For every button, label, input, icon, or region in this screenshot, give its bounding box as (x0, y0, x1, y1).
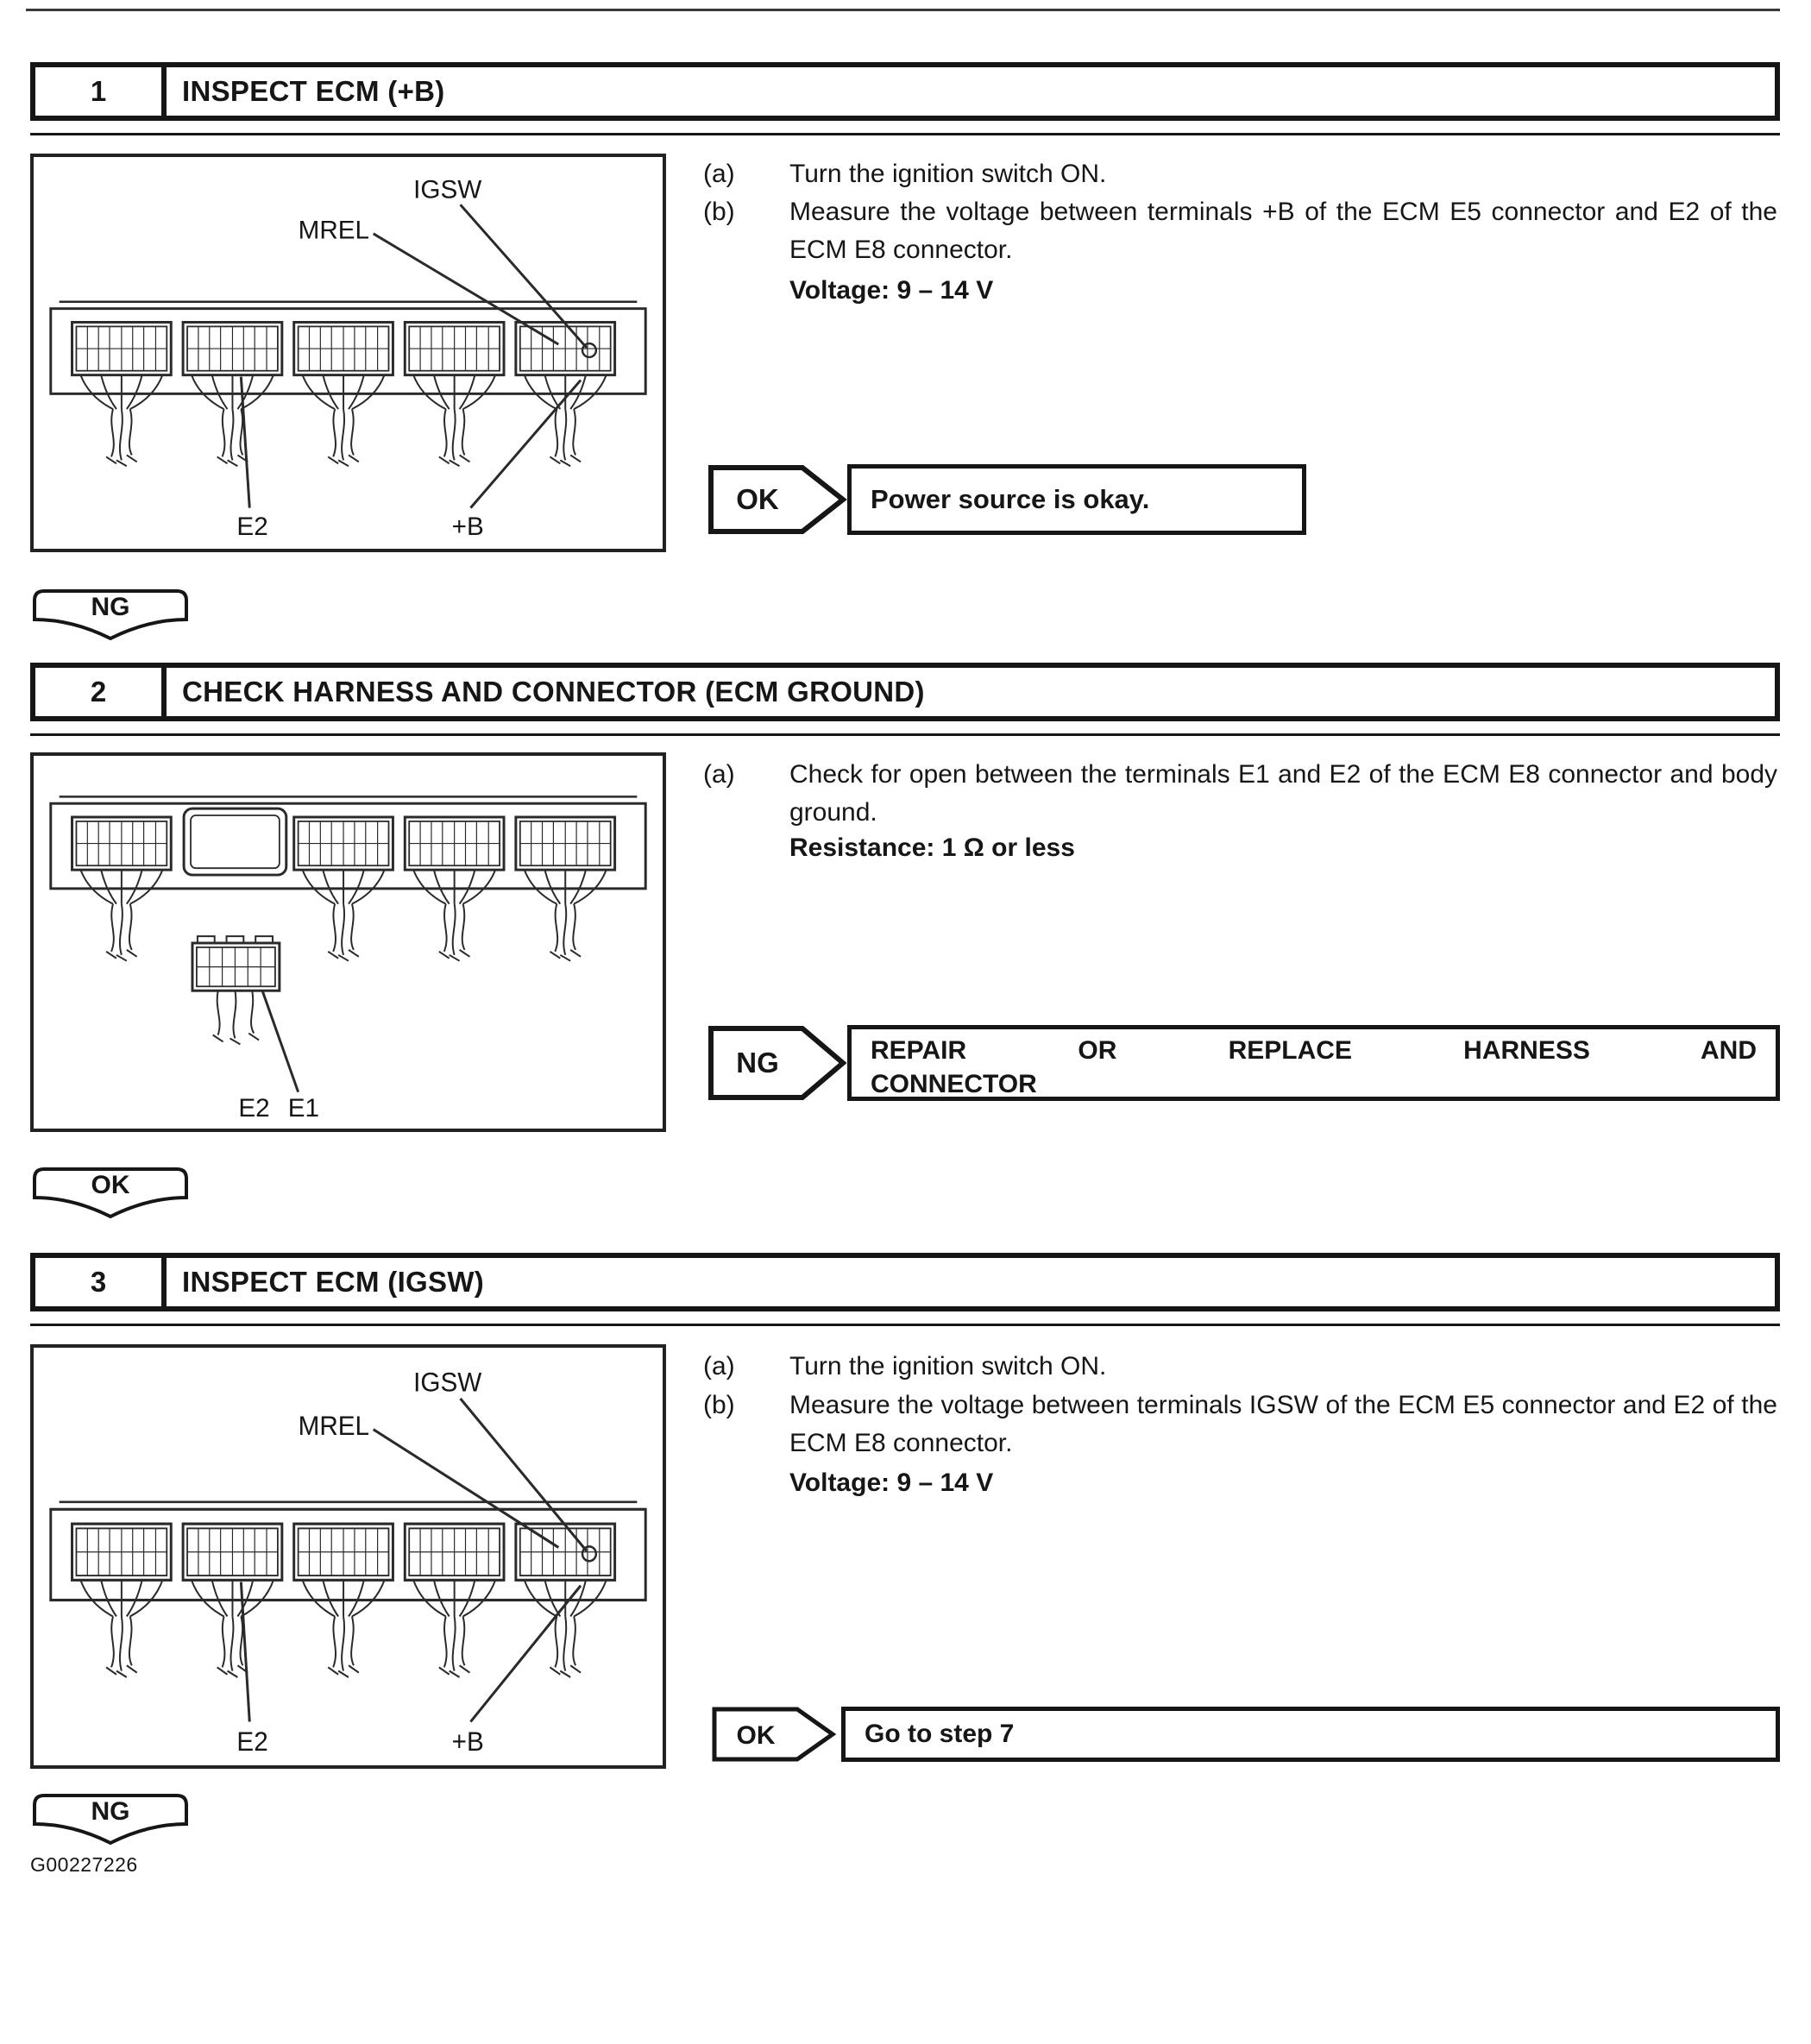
leader-line-e1 (262, 991, 299, 1091)
wire-bundle (303, 1580, 385, 1677)
wire-bundle (80, 1580, 162, 1677)
wire-bundle (413, 375, 495, 467)
page-top-rule (26, 9, 1780, 11)
header-underline (30, 733, 1780, 736)
step-title: INSPECT ECM (+B) (182, 75, 445, 107)
result-text-line: CONNECTOR (871, 1070, 1037, 1098)
connector-block (294, 817, 393, 870)
figure-box (30, 752, 666, 1132)
wire-bundle (80, 870, 162, 961)
e2-label: E2 (238, 1094, 270, 1123)
igsw-label: IGSW (413, 1367, 482, 1398)
figure-box (30, 154, 666, 552)
e2-label: E2 (236, 1726, 268, 1758)
wire-bundle (413, 1580, 495, 1677)
ecm-ground-figure (34, 756, 663, 1129)
wire-bundle (303, 870, 385, 961)
igsw-label: IGSW (413, 175, 482, 204)
instruction-text: Turn the ignition switch ON. (789, 1352, 1107, 1380)
connector-block (294, 322, 393, 374)
step-2-header (30, 663, 1780, 721)
result-text: Power source is okay. (871, 484, 1150, 514)
step-2-section (30, 663, 1780, 1253)
instruction-text: Measure the voltage between terminals IGSW of the ECM E5 connector and E2 of the ECM E8 connector. (789, 1391, 1777, 1457)
instruction-label: (a) (703, 760, 735, 789)
instruction-label: (a) (703, 1352, 735, 1380)
plus-b-label: +B (451, 1726, 484, 1758)
ok-flow-badge (30, 1167, 191, 1223)
instruction-text: Measure the voltage between terminals +B of the ECM E5 connector and E2 of the ECM E8 connector. (789, 198, 1777, 264)
step-1-header (30, 62, 1780, 121)
spec-text: Resistance: 1 Ω or less (789, 833, 1075, 862)
connector-block (294, 1524, 393, 1580)
ng-flow-badge (30, 588, 191, 645)
e8-sub-connector (192, 936, 280, 1044)
ok-arrow-label: OK (736, 1721, 776, 1750)
result-box (841, 1707, 1780, 1762)
empty-connector-slot (184, 808, 286, 875)
result-text: Go to step 7 (865, 1720, 1015, 1748)
step-3-header (30, 1253, 1780, 1311)
mrel-label: MREL (298, 216, 370, 245)
connector-block (405, 1524, 504, 1580)
instruction-text: Check for open between the terminals E1 and E2 of the ECM E8 connector and body ground. (789, 760, 1777, 827)
wire-bundle (192, 1580, 274, 1677)
instruction-text: Turn the ignition switch ON. (789, 160, 1107, 188)
step-number: 2 (35, 668, 167, 716)
result-box (847, 1025, 1780, 1101)
result-box (847, 464, 1306, 535)
wire-bundle (525, 375, 607, 467)
wire-bundle (192, 375, 274, 467)
step-title: INSPECT ECM (IGSW) (182, 1266, 485, 1298)
ng-flow-badge (30, 1793, 191, 1850)
result-text-line: REPAIR OR REPLACE HARNESS AND (871, 1036, 1757, 1065)
plus-b-label: +B (451, 513, 484, 542)
ng-flow-label: NG (91, 1797, 130, 1826)
connector-block (405, 322, 504, 374)
ng-arrow-label: NG (736, 1047, 779, 1079)
connector-block (516, 817, 615, 870)
connector-block (72, 322, 172, 374)
spec-text: Voltage: 9 – 14 V (789, 1469, 994, 1497)
connector-block (183, 1524, 282, 1580)
e2-label: E2 (236, 513, 268, 542)
instruction-label: (a) (703, 160, 735, 188)
ecm-connector-figure (34, 157, 663, 549)
wire-bundle (413, 870, 495, 961)
ecm-connector-figure (34, 1348, 663, 1765)
step-number: 3 (35, 1258, 167, 1306)
connector-block (72, 1524, 172, 1580)
step-3-section (30, 1253, 1780, 1857)
ok-arrow-badge (712, 1707, 836, 1762)
header-underline (30, 133, 1780, 135)
ng-arrow-badge (707, 1025, 847, 1101)
ok-arrow-label: OK (736, 483, 779, 515)
step-title: CHECK HARNESS AND CONNECTOR (ECM GROUND) (182, 676, 925, 708)
connector-block (183, 322, 282, 374)
step-1-section (30, 62, 1780, 706)
connector-block (405, 817, 504, 870)
instruction-label: (b) (703, 198, 735, 226)
wire-bundle (80, 375, 162, 467)
figure-box (30, 1344, 666, 1769)
figure-id: G00227226 (30, 1853, 138, 1876)
wire-bundle (303, 375, 385, 467)
instruction-label: (b) (703, 1391, 735, 1419)
spec-text: Voltage: 9 – 14 V (789, 276, 994, 305)
connector-block (516, 322, 615, 374)
ok-flow-label: OK (91, 1171, 130, 1199)
wire-bundle (525, 1580, 607, 1677)
connector-block (516, 1524, 615, 1580)
header-underline (30, 1324, 1780, 1326)
wire-bundle (525, 870, 607, 961)
step-number: 1 (35, 67, 167, 116)
connector-block (72, 817, 172, 870)
ok-arrow-badge (707, 464, 847, 535)
mrel-label: MREL (298, 1411, 370, 1442)
e1-label: E1 (287, 1094, 320, 1123)
ng-flow-label: NG (91, 593, 130, 621)
